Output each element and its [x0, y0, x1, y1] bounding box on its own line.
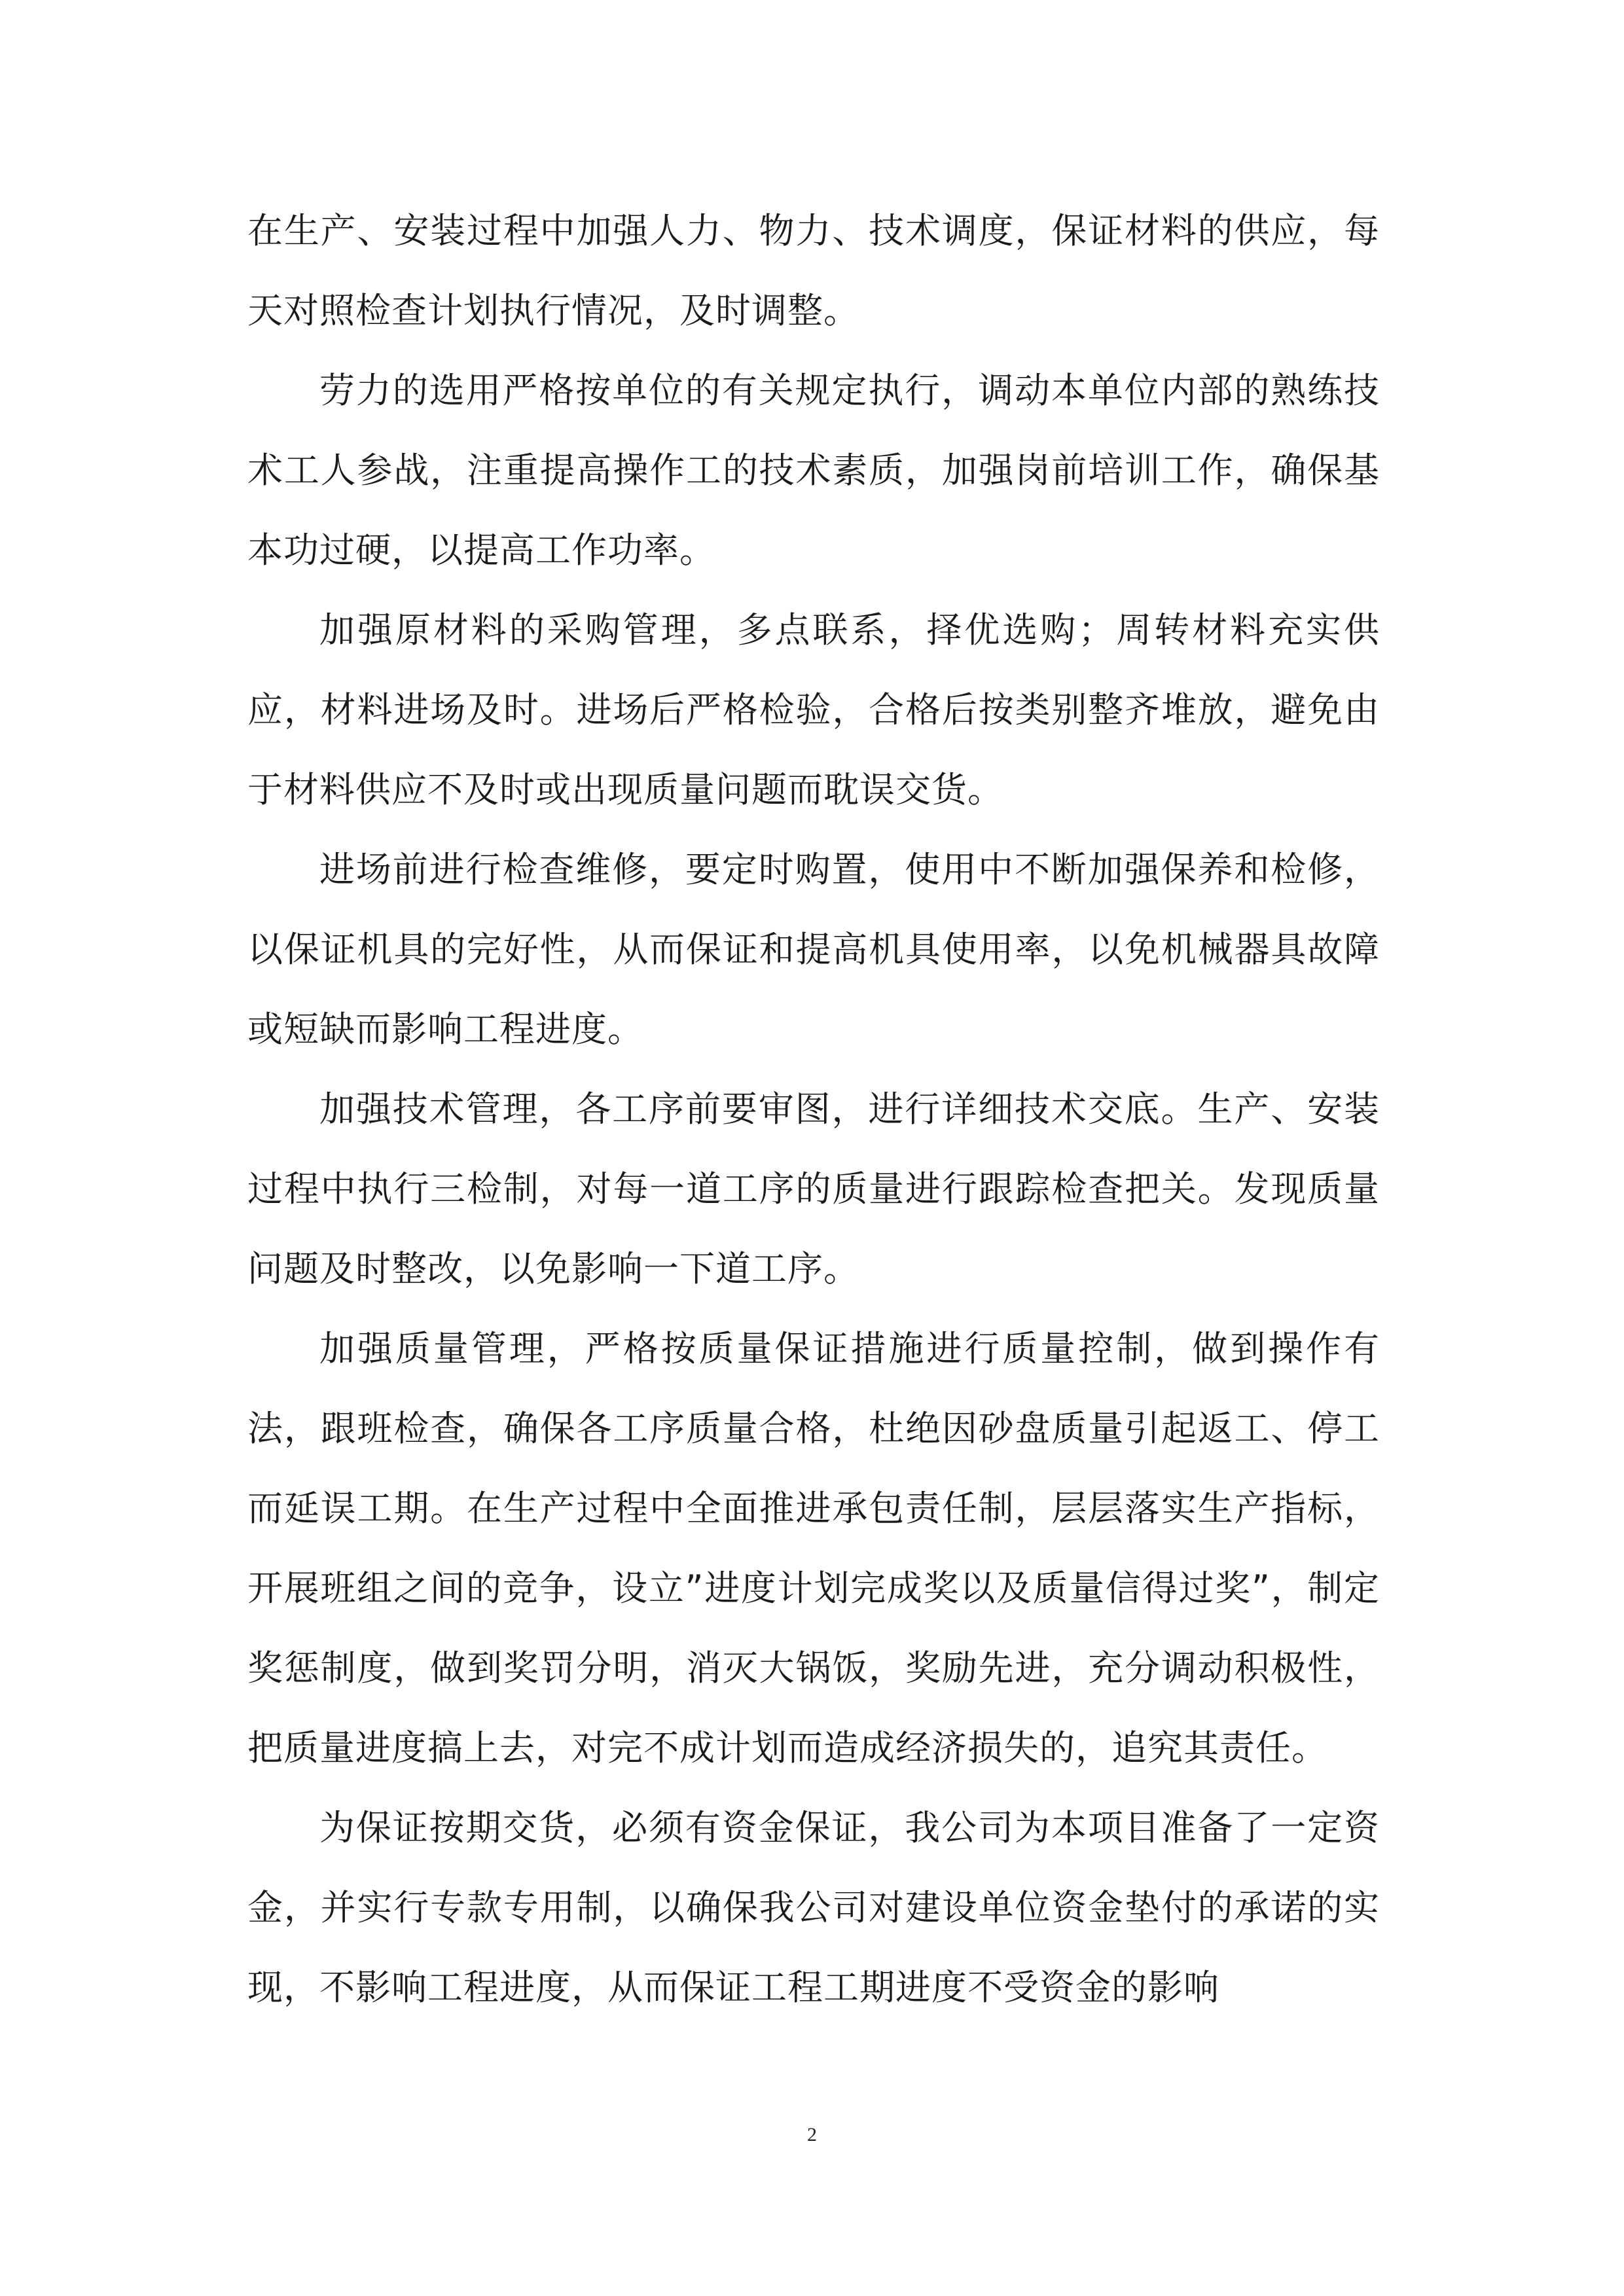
- paragraph-2: 劳力的选用严格按单位的有关规定执行，调动本单位内部的熟练技术工人参战，注重提高操作工的技术素质，加强岗前培训工作，确保基本功过硬，以提高工作功率。: [247, 370, 1380, 571]
- body-text: [247, 191, 1380, 2028]
- paragraph-5: 加强技术管理，各工序前要审图，进行详细技术交底。生产、安装过程中执行三检制，对每一道工序的质量进行跟踪检查把关。发现质量问题及时整改，以免影响一下道工序。: [247, 1088, 1380, 1289]
- paragraph-4: 进场前进行检查维修，要定时购置，使用中不断加强保养和检修，以保证机具的完好性，从而保证和提高机具使用率，以免机械器具故障或短缺而影响工程进度。: [247, 849, 1380, 1050]
- paragraph-6: 加强质量管理，严格按质量保证措施进行质量控制，做到操作有法，跟班检查，确保各工序质量合格，杜绝因砂盘质量引起返工、停工而延误工期。在生产过程中全面推进承包责任制，层层落实生产指标，开展班组之间的竞争，设立”进度计划完成奖以及质量信得过奖”，制定奖惩制度，做到奖罚分明，消灭大锅饭，奖励先进，充分调动积极性，把质量进度搞上去，对完不成计划而造成经济损失的，追究其责任。: [247, 1328, 1380, 1768]
- paragraph-3: 加强原材料的采购管理，多点联系，择优选购；周转材料充实供应，材料进场及时。进场后严格检验，合格后按类别整齐堆放，避免由于材料供应不及时或出现质量问题而耽误交货。: [247, 609, 1380, 810]
- paragraph-1: 在生产、安装过程中加强人力、物力、技术调度，保证材料的供应，每天对照检查计划执行情况，及时调整。: [247, 210, 1380, 331]
- paragraph-7: 为保证按期交货，必须有资金保证，我公司为本项目准备了一定资金，并实行专款专用制，以确保我公司对建设单位资金垫付的承诺的实现，不影响工程进度，从而保证工程工期进度不受资金的影响: [247, 1807, 1380, 2008]
- page-number: 2: [807, 2124, 817, 2145]
